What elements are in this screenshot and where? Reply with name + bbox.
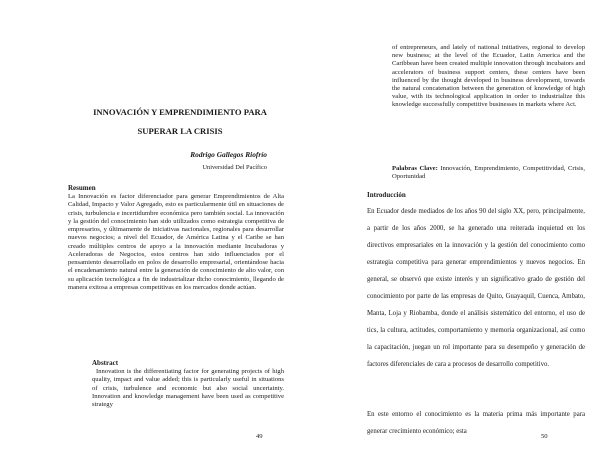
abstract-heading: Abstract [92, 359, 119, 367]
introduction-heading: Introducción [367, 191, 406, 199]
keywords-text: Innovación, Emprendimiento, Competitividad, Crisis, Oportunidad [392, 165, 585, 181]
keywords [392, 165, 585, 181]
paper-title: INNOVACIÓN Y EMPRENDIMIENTO PARA SUPERAR LA CRISIS [93, 107, 267, 136]
introduction-paragraph-1: En Ecuador desde mediados de los años 90 del siglo XX, pero, principalmente, a partir de los años 2000, se ha generado una reiterada inquietud en los directivos empresariales en la innovación y la gestión del conocimiento como estrategia competitiva para generar emprendimientos y nuevos negocios. En general, se observó que existe interés y un significativo grado de gestión del conocimiento por parte de las empresas de Quito, Guayaquil, Cuenca, Ambato, Manta, Loja y Riobamba, donde el análisis sistemático del entorno, el uso de tics, la cultura, actitudes, comportamiento y memoria organizacional, así como la capacitación, juegan un rol importante para su desempeño y generación de factores diferenciales de cara a procesos de desarrollo competitivo. [367, 208, 585, 369]
page-number-left: 49 [256, 433, 263, 440]
resumen-text: La Innovación es factor diferenciador para generar Emprendimientos de Alta Calidad, Impacto y Valor Agregado, esto es particularmente útil en situaciones de crisis, turbulencia e incertidumbre económica pero también social. La innovación y la gestión del conocimiento han sido utilizados como estrategia competitiva de empresarios, y últimamente de iniciativas nacionales, regionales para desarrollar nuevos negocios; a nivel del Ecuador, de América Latina y el Caribe se han creado múltiples centros de apoyo a la innovación mediante Incubadoras y Aceleradoras de Negocios, estos centros han sido influenciados por el pensamiento desarrollado en polos de desarrollo empresarial, orientándose hacia el encadenamiento natural entre la generación de conocimiento de alto valor, con su aplicación tecnológica a fin de industrializar dicho conocimiento, llegando de manera exitosa a empresas competitivas en los mercados donde actúan. [68, 193, 284, 291]
author-affiliation: Universidad Del Pacífico [202, 164, 267, 171]
author-name: Rodrigo Gallegos Riofrío [190, 150, 267, 159]
abstract-text: Innovation is the differentiating factor for generating projects of high quality, impact and value added; this is particularly useful in situations of crisis, turbulence and economic but also social uncertainty. Innovation and knowledge management have been used as competitive strategy [92, 368, 284, 408]
abstract-continued-text: of entrepreneurs, and lately of national initiatives, regional to develop new business; at the level of the Ecuador, Latin America and the Caribbean have been created multiple innovation through incubators and accelerators of business support centers, these centers have been influenced by the thought developed in business development, towards the natural concatenation between the generation of knowledge of high value, with its technological application in order to industrialize this knowledge successfully competitive businesses in markets where Act. [392, 44, 585, 109]
resumen-heading: Resumen [68, 184, 96, 192]
keywords-label: Palabras Clave: [392, 165, 438, 172]
page-number-right: 50 [541, 433, 548, 440]
introduction-paragraph-2: En este entorno el conocimiento es la materia prima más importante para generar crecimiento económico; esta [367, 411, 585, 435]
